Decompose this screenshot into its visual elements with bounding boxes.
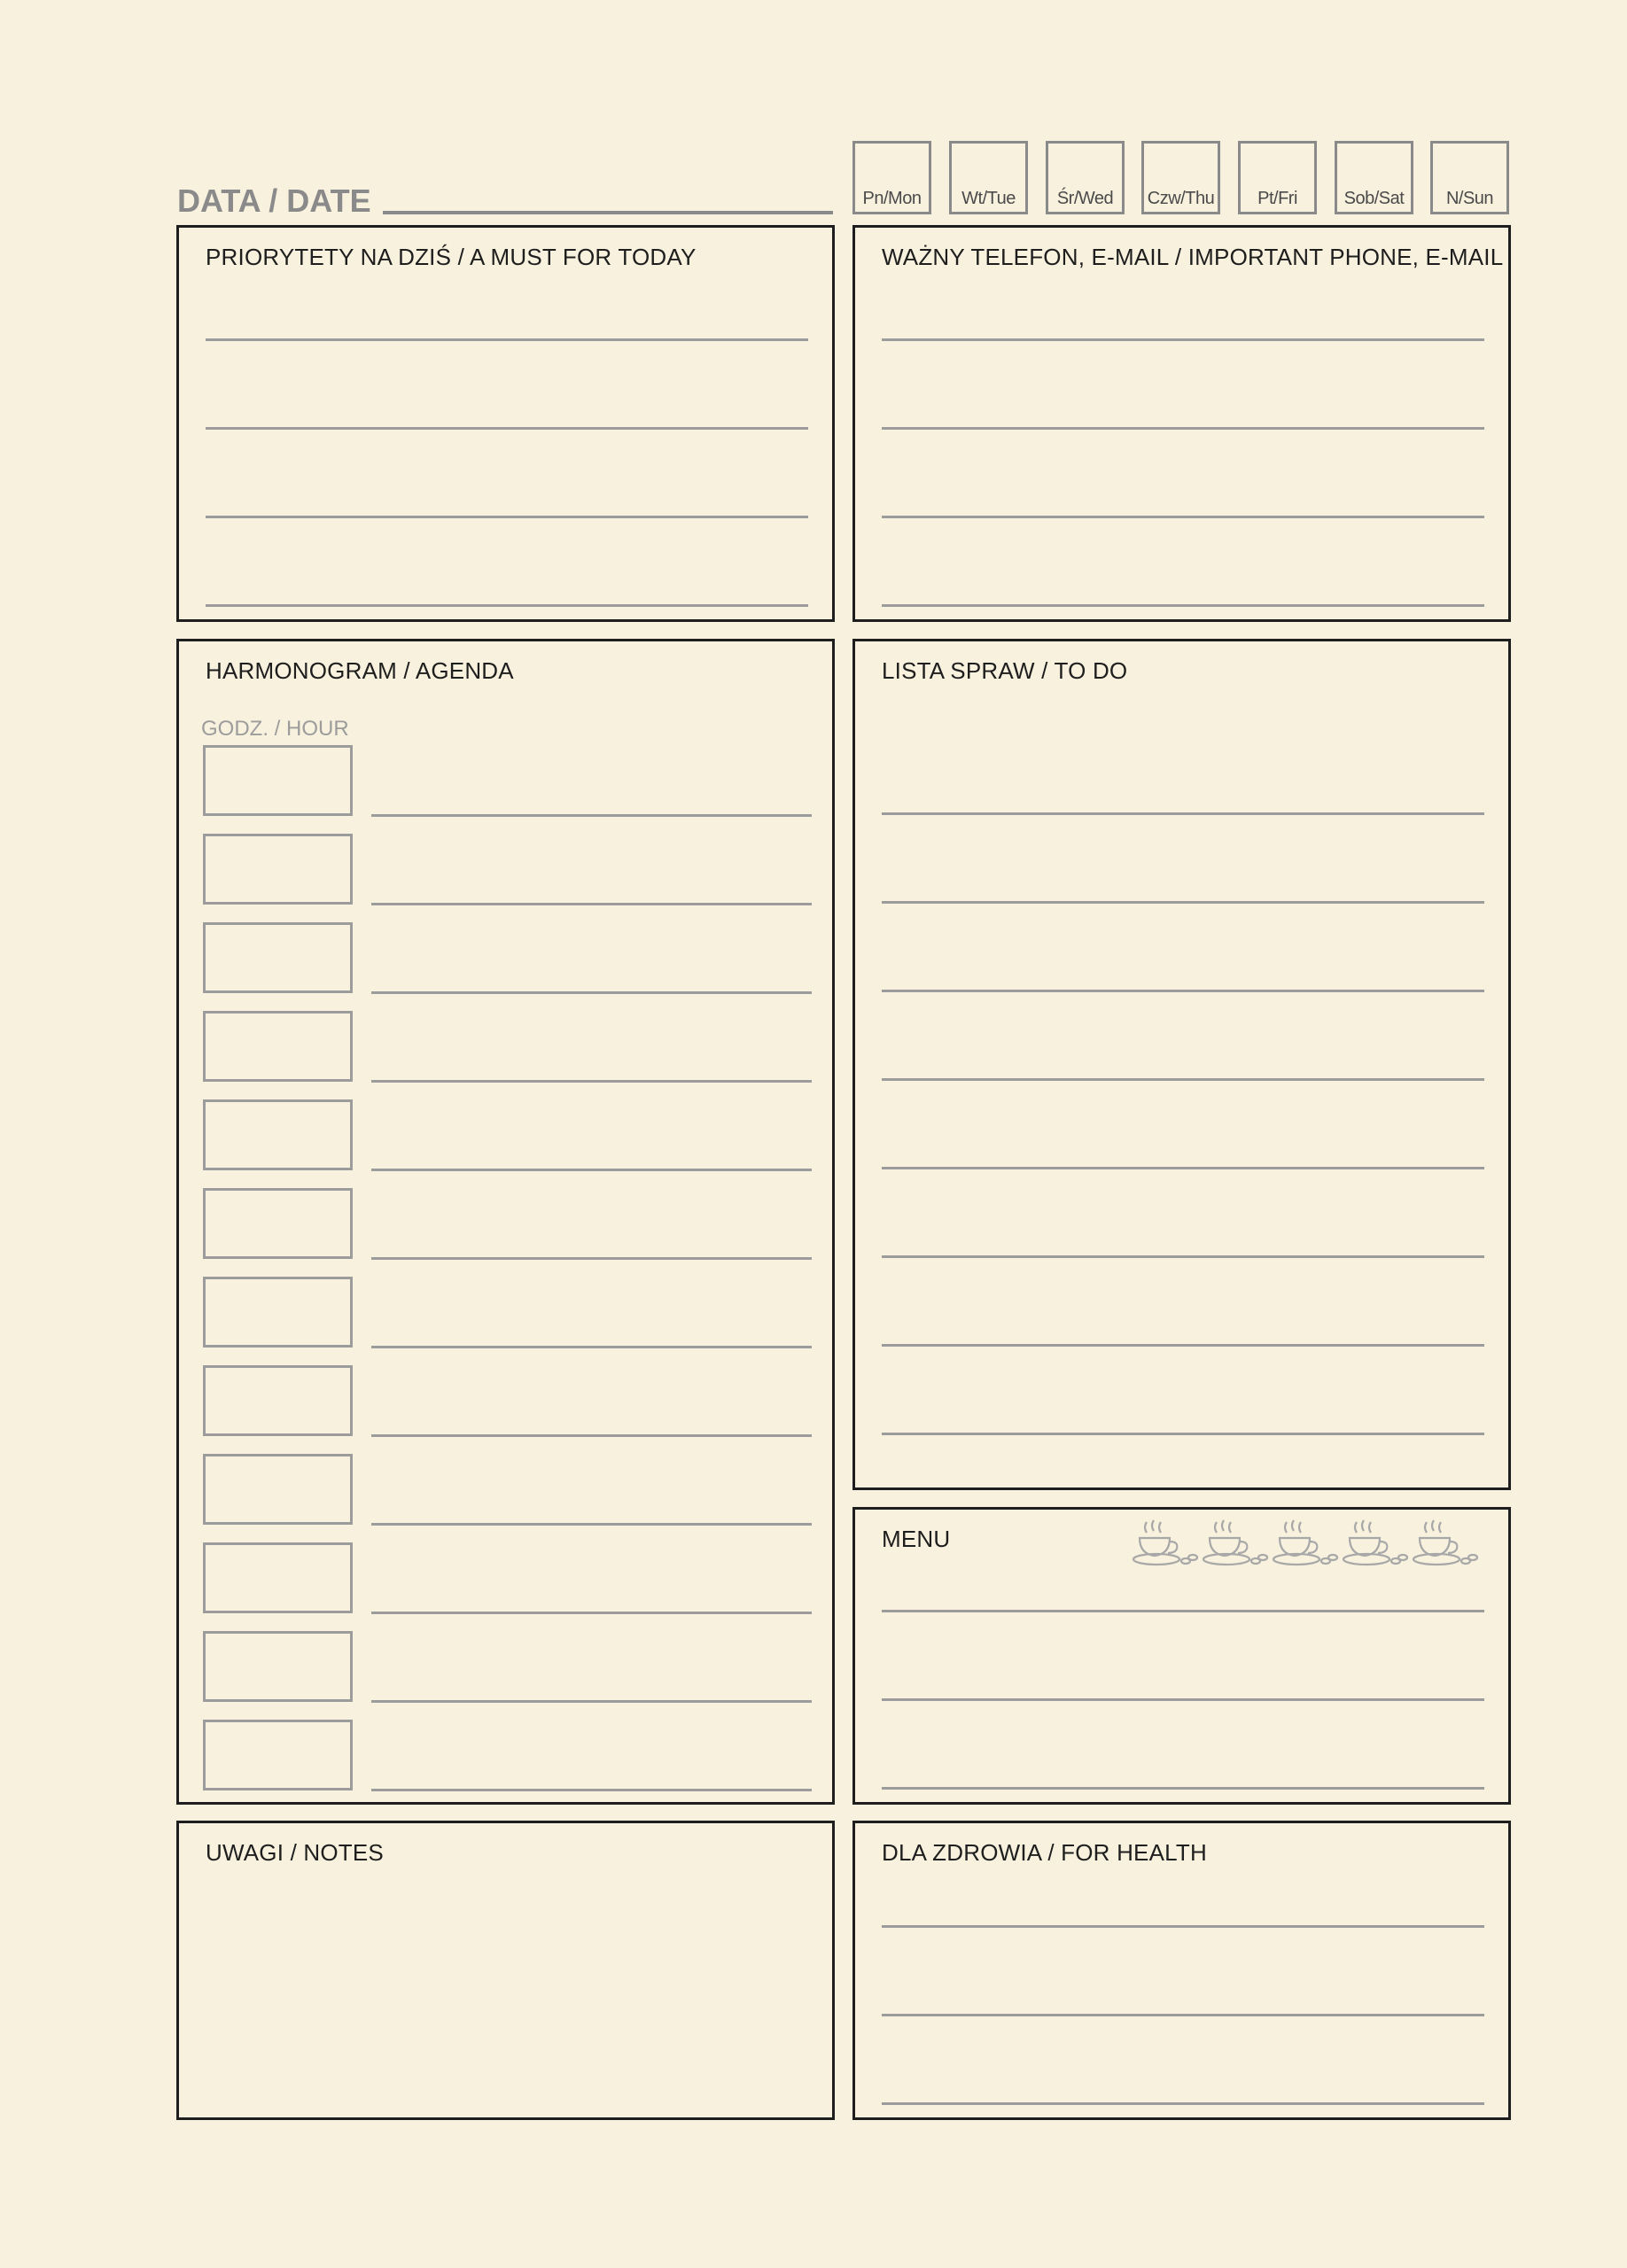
agenda-line[interactable] <box>371 991 812 994</box>
day-checkbox-thu[interactable] <box>1141 141 1220 214</box>
hour-box[interactable] <box>203 1099 353 1170</box>
agenda-panel <box>176 639 835 1805</box>
agenda-line[interactable] <box>371 1700 812 1703</box>
date-field[interactable] <box>383 211 833 214</box>
coffee-cup-icon <box>1343 1520 1407 1565</box>
write-line[interactable] <box>206 427 808 430</box>
day-label: Sob/Sat <box>1343 189 1405 208</box>
day-label: Czw/Thu <box>1147 189 1215 208</box>
hour-box[interactable] <box>203 1188 353 1259</box>
phone-email-panel <box>852 225 1511 622</box>
agenda-line[interactable] <box>371 814 812 817</box>
hour-box[interactable] <box>203 834 353 905</box>
write-line[interactable] <box>882 338 1484 341</box>
write-line[interactable] <box>882 2102 1484 2105</box>
agenda-line[interactable] <box>371 903 812 905</box>
hour-box[interactable] <box>203 1454 353 1525</box>
notes-title: UWAGI / NOTES <box>206 1839 384 1866</box>
write-line[interactable] <box>882 427 1484 430</box>
day-label: N/Sun <box>1445 189 1494 208</box>
coffee-cup-icon <box>1203 1520 1267 1565</box>
hour-box[interactable] <box>203 922 353 993</box>
date-label: DATA / DATE <box>177 183 371 219</box>
write-line[interactable] <box>882 1610 1484 1612</box>
agenda-line[interactable] <box>371 1523 812 1526</box>
agenda-line[interactable] <box>371 1612 812 1614</box>
hour-box[interactable] <box>203 1631 353 1702</box>
hour-box[interactable] <box>203 1720 353 1790</box>
day-checkbox-sun[interactable] <box>1430 141 1509 214</box>
write-line[interactable] <box>882 516 1484 518</box>
write-line[interactable] <box>882 1698 1484 1701</box>
agenda-line[interactable] <box>371 1169 812 1171</box>
write-line[interactable] <box>882 812 1484 815</box>
write-line[interactable] <box>882 1925 1484 1928</box>
coffee-cups-decoration <box>1130 1515 1493 1568</box>
day-checkbox-mon[interactable] <box>852 141 931 214</box>
coffee-cup-icon <box>1273 1520 1337 1565</box>
write-line[interactable] <box>882 1255 1484 1258</box>
agenda-line[interactable] <box>371 1346 812 1348</box>
agenda-line[interactable] <box>371 1257 812 1260</box>
agenda-line[interactable] <box>371 1434 812 1437</box>
menu-title: MENU <box>882 1526 951 1552</box>
write-line[interactable] <box>882 1078 1484 1081</box>
day-checkbox-sat[interactable] <box>1335 141 1413 214</box>
hour-box[interactable] <box>203 1365 353 1436</box>
write-line[interactable] <box>882 1433 1484 1435</box>
write-line[interactable] <box>882 990 1484 992</box>
day-checkbox-tue[interactable] <box>949 141 1028 214</box>
hour-column-label: GODZ. / HOUR <box>201 717 349 741</box>
day-label: Śr/Wed <box>1056 189 1114 208</box>
write-line[interactable] <box>882 1167 1484 1169</box>
hour-box[interactable] <box>203 1277 353 1348</box>
hour-box[interactable] <box>203 1011 353 1082</box>
write-line[interactable] <box>882 2014 1484 2016</box>
notes-panel[interactable] <box>176 1821 835 2120</box>
day-label: Pn/Mon <box>862 189 922 208</box>
day-checkbox-fri[interactable] <box>1238 141 1317 214</box>
coffee-cup-icon <box>1133 1520 1197 1565</box>
todo-panel <box>852 639 1511 1490</box>
write-line[interactable] <box>882 901 1484 904</box>
priorities-panel <box>176 225 835 622</box>
agenda-line[interactable] <box>371 1080 812 1083</box>
priorities-title: PRIORYTETY NA DZIŚ / A MUST FOR TODAY <box>206 244 697 270</box>
todo-title: LISTA SPRAW / TO DO <box>882 657 1128 684</box>
hour-box[interactable] <box>203 745 353 816</box>
day-label: Pt/Fri <box>1257 189 1297 208</box>
health-panel <box>852 1821 1511 2120</box>
agenda-title: HARMONOGRAM / AGENDA <box>206 657 514 684</box>
write-line[interactable] <box>206 516 808 518</box>
day-checkbox-wed[interactable] <box>1046 141 1125 214</box>
write-line[interactable] <box>882 1344 1484 1347</box>
agenda-line[interactable] <box>371 1789 812 1791</box>
write-line[interactable] <box>882 604 1484 607</box>
write-line[interactable] <box>882 1787 1484 1790</box>
hour-box[interactable] <box>203 1542 353 1613</box>
day-label: Wt/Tue <box>961 189 1016 208</box>
write-line[interactable] <box>206 338 808 341</box>
coffee-cup-icon <box>1413 1520 1477 1565</box>
write-line[interactable] <box>206 604 808 607</box>
menu-panel <box>852 1507 1511 1805</box>
health-title: DLA ZDROWIA / FOR HEALTH <box>882 1839 1207 1866</box>
phone-email-title: WAŻNY TELEFON, E-MAIL / IMPORTANT PHONE, E-MAIL <box>882 244 1504 270</box>
